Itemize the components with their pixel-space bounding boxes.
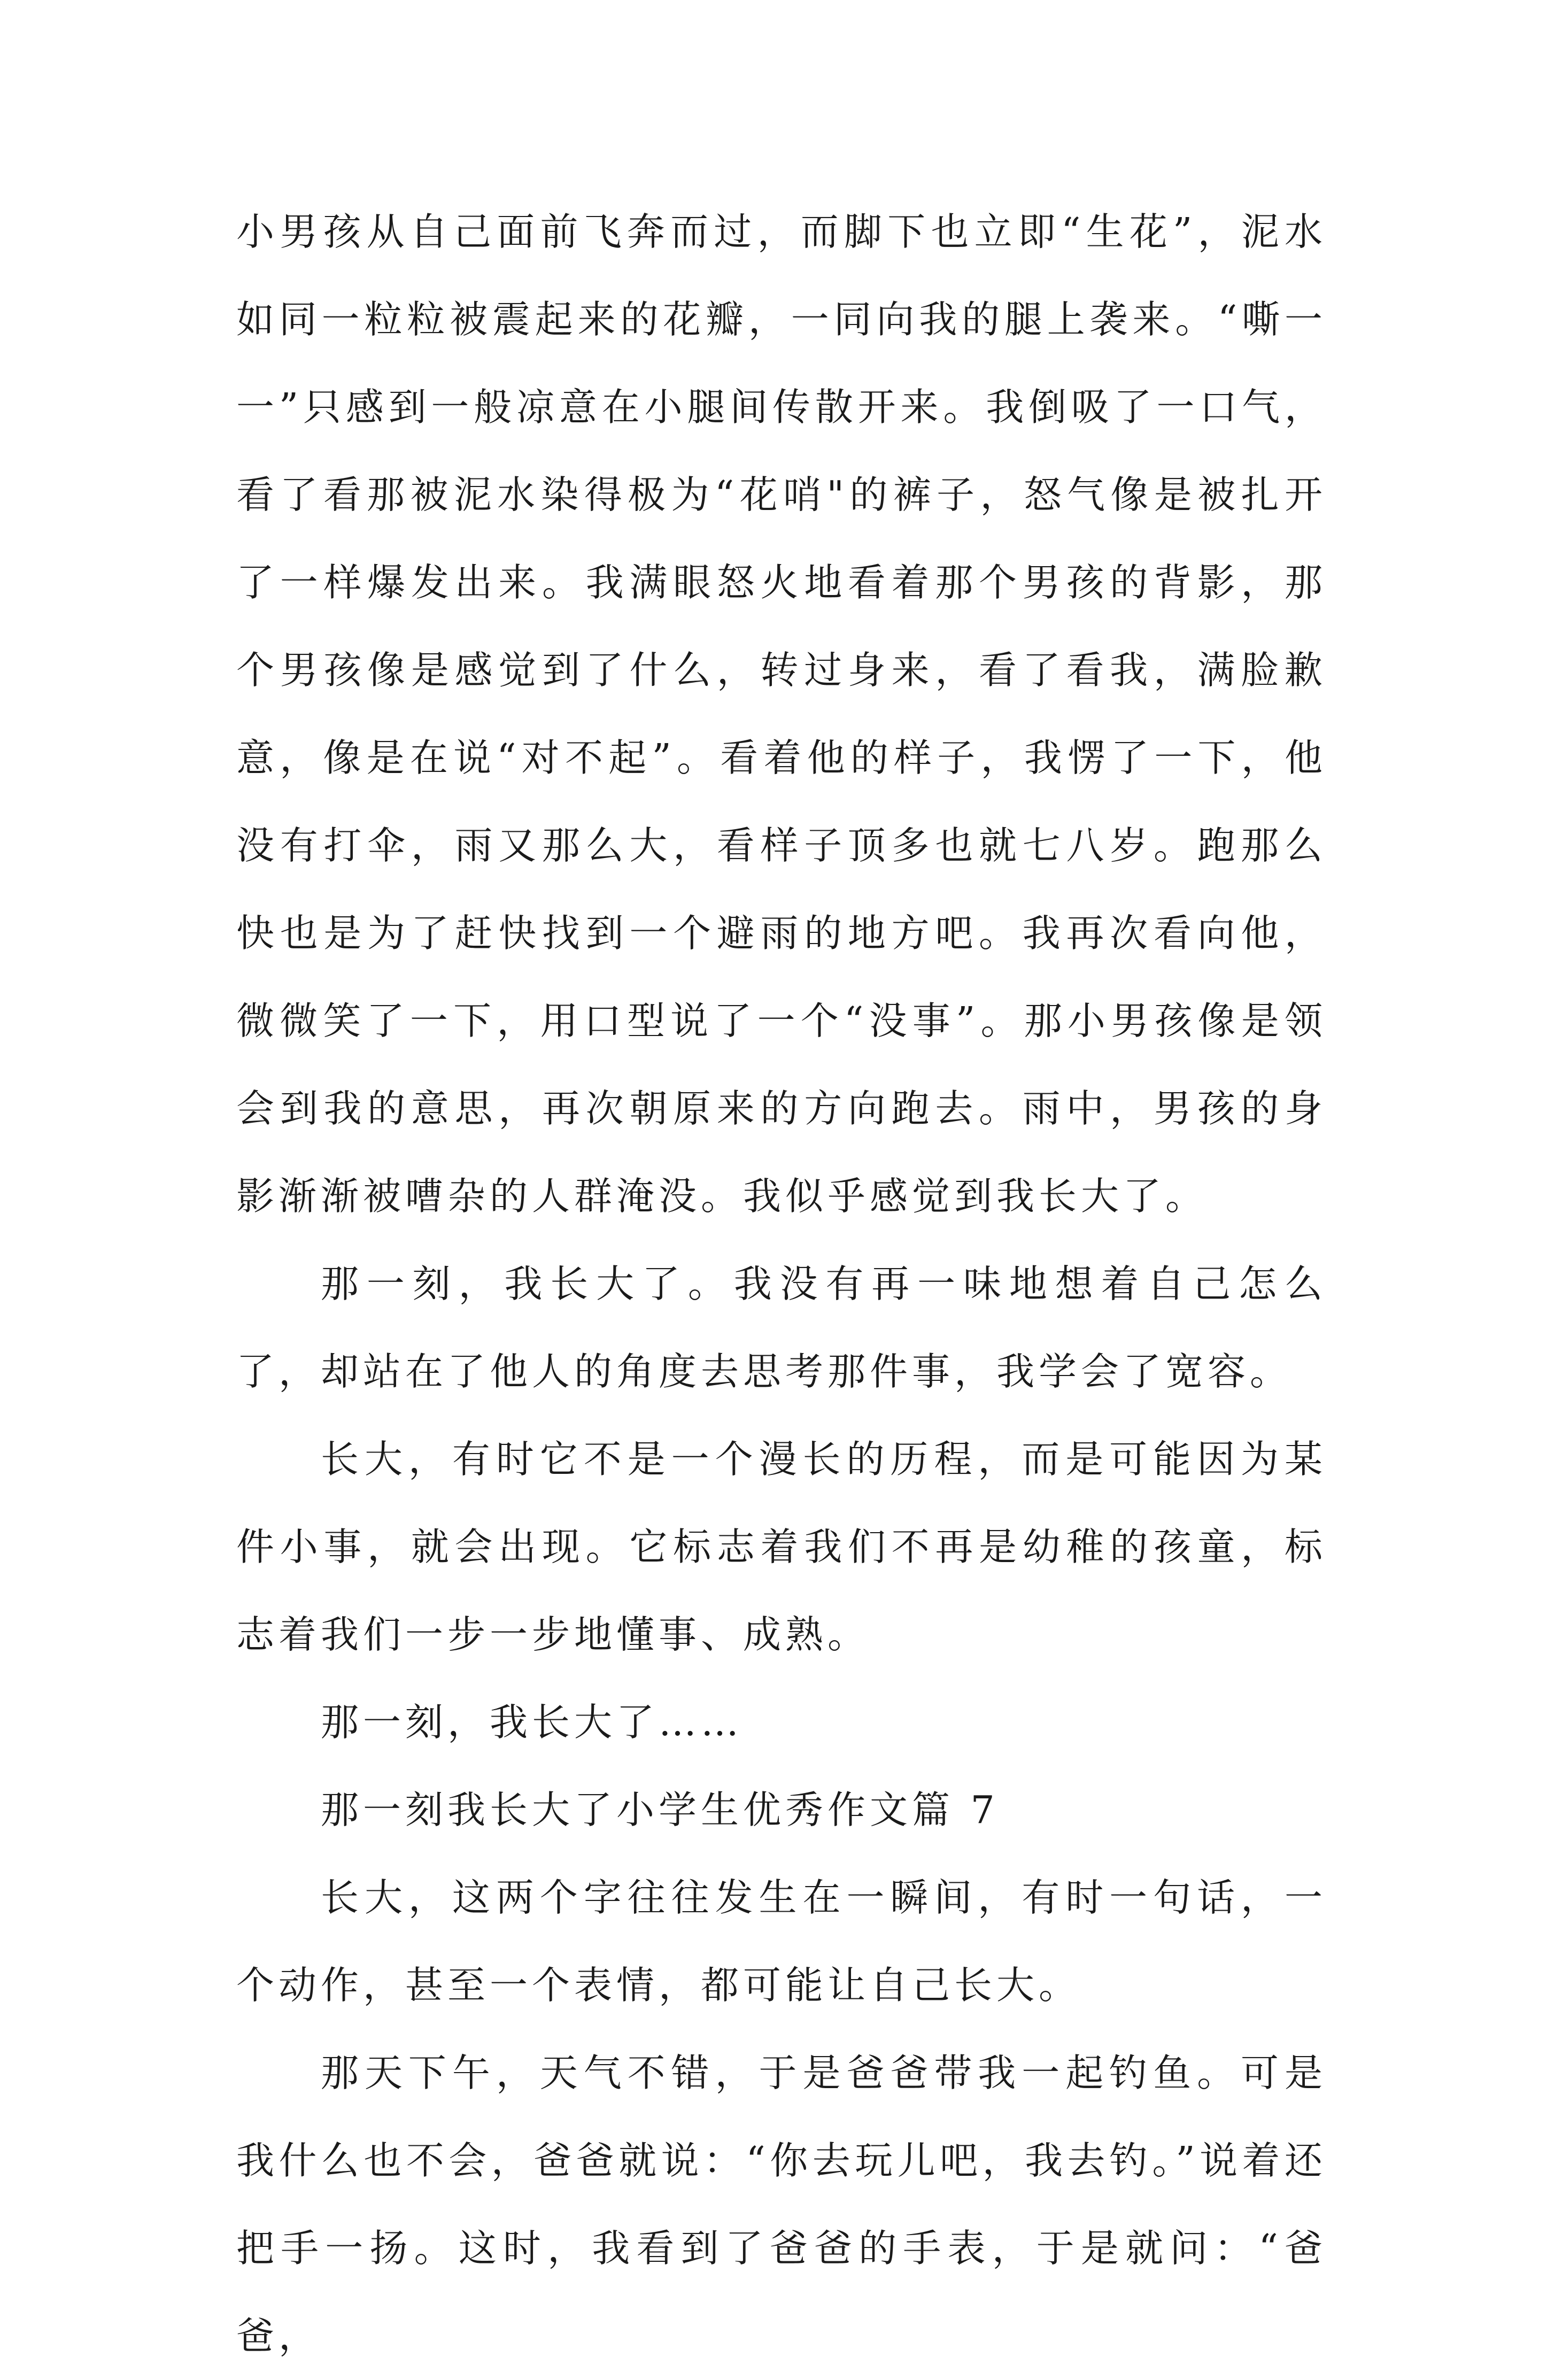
section-heading: 那一刻我长大了小学生优秀作文篇 7 — [321, 1788, 999, 1832]
paragraph-6: 那天下午，天气不错，于是爸爸带我一起钓鱼。可是我什么也不会，爸爸就说：“你去玩儿吧，我去钓。”说着还把手一扬。这时，我看到了爸爸的手表，于是就问：“爸爸， — [236, 2051, 1327, 2358]
paragraph-5: 长大，这两个字往往发生在一瞬间，有时一句话，一个动作，甚至一个表情，都可能让自己长大。 — [236, 1875, 1327, 2007]
paragraph-2: 那一刻，我长大了。我没有再一味地想着自己怎么了，却站在了他人的角度去思考那件事，我学会了宽容。 — [236, 1262, 1327, 1394]
document-body — [236, 188, 1327, 2380]
paragraph-3: 长大，有时它不是一个漫长的历程，而是可能因为某件小事，就会出现。它标志着我们不再是幼稚的孩童，标志着我们一步一步地懂事、成熟。 — [236, 1437, 1327, 1657]
paragraph-1: 小男孩从自己面前飞奔而过，而脚下也立即“生花”，泥水如同一粒粒被震起来的花瓣，一同向我的腿上袭来。“嘶一一”只感到一般凉意在小腿间传散开来。我倒吸了一口气，看了看那被泥水染得极为“花哨"的裤子，怒气像是被扎开了一样爆发出来。我满眼怒火地看着那个男孩的背影，那个男孩像是感觉到了什么，转过身来，看了看我，满脸歉意，像是在说“对不起”。看着他的样子，我愣了一下，他没有打伞，雨又那么大，看样子顶多也就七八岁。跑那么快也是为了赶快找到一个避雨的地方吧。我再次看向他，微微笑了一下，用口型说了一个“没事”。那小男孩像是领会到我的意思，再次朝原来的方向跑去。雨中，男孩的身影渐渐被嘈杂的人群淹没。我似乎感觉到我长大了。 — [236, 210, 1327, 1218]
paragraph-4: 那一刻，我长大了…… — [321, 1700, 744, 1744]
